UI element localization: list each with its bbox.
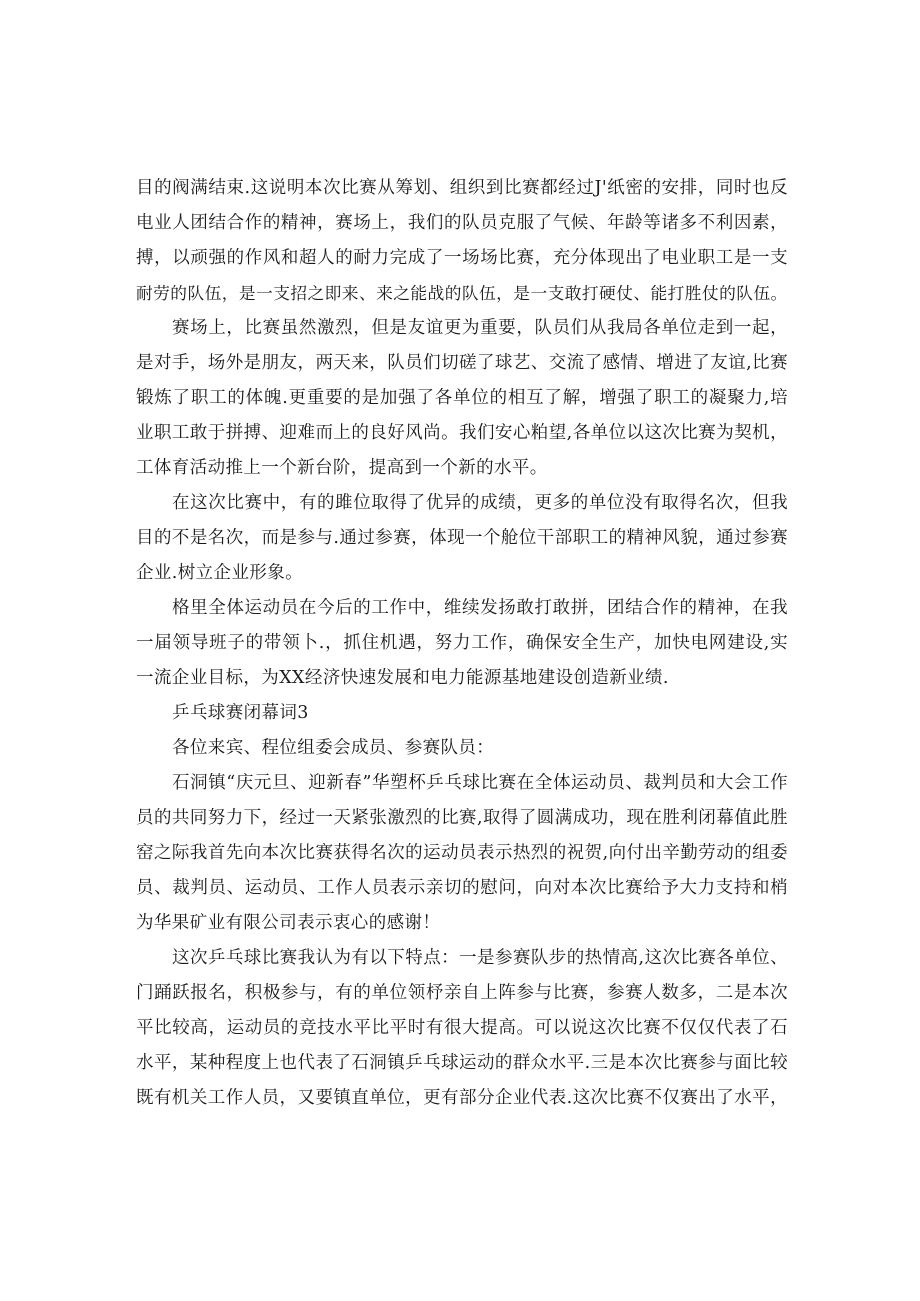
text-line: 各位来宾、程位组委会成员、参赛队员： [172, 738, 495, 758]
text-line: 为华果矿业有限公司表示衷心的感谢！ [136, 913, 441, 933]
text-line: 门踊跃报名，积极参与，有的单位领杼亲自上阵参与比赛，参赛人数多，二是本次 [136, 983, 788, 1003]
document-body [136, 171, 788, 1116]
text-line: 搏，以顽强的作风和超人的耐力完成了一场场比赛，充分体现出了电业职工是一支 [136, 248, 788, 268]
text-line: 锻炼了职工的体魄.更重要的是加强了各单位的相互了解，增强了职工的凝聚力,培 [136, 388, 788, 408]
text-line: 一届领导班子的带领卜.，抓住机遇，努力工作，确保安全生产，加快电网建设,实 [136, 633, 788, 653]
text-line: 企业.树立企业形象。 [136, 563, 304, 583]
text-line: 石洞镇“庆元旦、迎新春”华塑杯乒乓球比赛在全体运动员、裁判员和大会工作 [172, 773, 788, 793]
text-line: 既有机关工作人员，又要镇直单位，更有部分企业代表.这次比赛不仅赛出了水平， [136, 1088, 788, 1108]
text-line: 电业人团结合作的精神，赛场上，我们的队员克服了气候、年龄等诸多不利因素， [136, 213, 788, 233]
text-line: 这次乒乓球比赛我认为有以下特点：一是参赛队步的热情高,这次比赛各单位、 [172, 948, 788, 968]
text-line: 工体育活动推上一个新台阶，提高到一个新的水平。 [136, 458, 548, 478]
text-line: 业职工敢于拼搏、迎难而上的良好风尚。我们安心粕望,各单位以这次比赛为契机， [136, 423, 788, 443]
text-line: 员、裁判员、运动员、工作人员表示亲切的慰问，向对本次比赛给予大力支持和梢 [136, 878, 788, 898]
text-line: 在这次比赛中，有的雎位取得了优异的成绩，更多的单位没有取得名次，但我 [172, 493, 788, 513]
text-line: 目的不是名次，而是参与.通过参赛，体现一个舱位干部职工的精神风貌，通过参赛 [136, 528, 788, 548]
text-line: 窑之际我首先向本次比赛获得名次的运动员表示热烈的祝贺,向付出辛勤劳动的组委 [136, 843, 788, 863]
text-line: 目的阀满结束.这说明本次比赛从筹划、组织到比赛都经过J'纸密的安排，同时也反 [136, 178, 788, 198]
text-line: 平比较高，运动员的竞技水平比平时有很大提高。可以说这次比赛不仅仅代表了石 [136, 1018, 788, 1038]
text-line: 是对手，场外是朋友，两天来，队员们切磋了球艺、交流了感情、增进了友谊,比赛 [136, 353, 788, 373]
text-line: 一流企业目标，为XX经济快速发展和电力能源基地建设创造新业绩. [136, 668, 669, 688]
text-line: 耐劳的队伍，是一支招之即来、来之能战的队伍，是一支敢打硬仗、能打胜仗的队伍。 [136, 283, 788, 303]
text-line: 员的共同努力下，经过一天紧张激烈的比赛,取得了圆满成功，现在胜利闭幕值此胜 [136, 808, 788, 828]
text-line: 乒乓球赛闭幕词3 [172, 703, 309, 723]
text-line: 水平，某种程度上也代表了石洞镇乒乓球运动的群众水平.三是本次比赛参与面比较 [136, 1053, 788, 1073]
text-line: 赛场上，比赛虽然激烈，但是友谊更为重要，队员们从我局各单位走到一起， [172, 318, 788, 338]
text-line: 格里全体运动员在今后的工作中，维续发扬敢打敢拼，团结合作的精神，在我 [172, 598, 788, 618]
